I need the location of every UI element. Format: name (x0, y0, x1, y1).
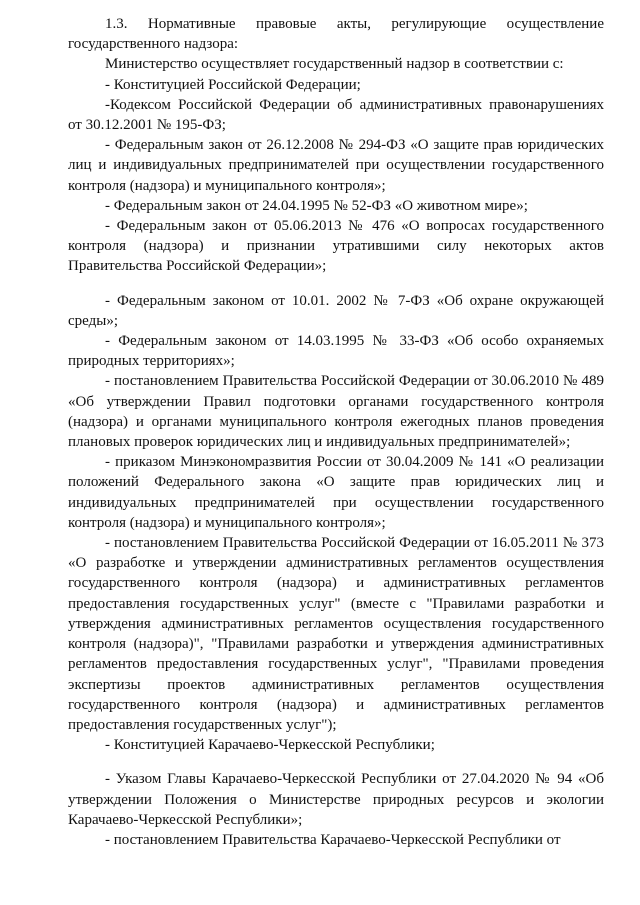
list-item: - Федеральным законом от 10.01. 2002 № 7-ФЗ «Об охране окружающей среды»; (68, 292, 604, 329)
list-item: - Указом Главы Карачаево-Черкесской Республики от 27.04.2020 № 94 «Об утверждении Положения о Министерстве природных ресурсов и экологии Карачаево-Черкесской Республики»; (68, 771, 604, 828)
list-item: -Кодексом Российской Федерации об административных правонарушениях от 30.12.2001 № 195-ФЗ; (68, 96, 604, 134)
list-item: - Федеральным закон от 05.06.2013 № 476 «О вопросах государственного контроля (надзора) и признании утратившими силу некоторых актов Правительства Российской Федерации»; (68, 218, 604, 275)
list-item: - Конституцией Российской Федерации; (105, 76, 361, 93)
list-item: - Федеральным закон от 26.12.2008 № 294-ФЗ «О защите прав юридических лиц и индивидуальных предпринимателей при осуществлении государственного контроля (надзора) и муниципального контроля»; (68, 137, 604, 194)
document-page (68, 14, 604, 850)
list-item: - постановлением Правительства Карачаево-Черкесской Республики от (105, 831, 561, 848)
intro-paragraph: Министерство осуществляет государственный надзор в соответствии с: (105, 56, 564, 73)
list-item: - приказом Минэкономразвития России от 30.04.2009 № 141 «О реализации положений Федерального закона «О защите прав юридических лиц и индивидуальных предпринимателей при осуществлении государственного контроля (надзора) и муниципального контроля»; (68, 454, 604, 531)
list-item: - Федеральным законом от 14.03.1995 № 33-ФЗ «Об особо охраняемых природных территориях»; (68, 333, 604, 370)
section-heading: 1.3. Нормативные правовые акты, регулирующие осуществление государственного надзора: (68, 16, 604, 53)
list-item: - постановлением Правительства Российской Федерации от 30.06.2010 № 489 «Об утверждении Правил подготовки органами государственного контроля (надзора) и органами муниципального контроля ежегодных планов проведения плановых проверок юридических лиц и индивидуальных предпринимателей»; (68, 373, 604, 451)
list-item: - постановлением Правительства Российской Федерации от 16.05.2011 № 373 «О разработке и утверждении административных регламентов осуществления государственного контроля (надзора) и административных регламентов предоставления государственных услуг" (вместе с "Правилами разработки и утверждения административных регламентов осуществления государственного контроля (надзора)", "Правилами разработки и утверждения административных регламентов предоставления государственных услуг", "Правилами проведения экспертизы проектов административных регламентов осуществления государственного контроля (надзора) и административных регламентов предоставления государственных услуг"); (68, 535, 604, 733)
list-item: - Федеральным закон от 24.04.1995 № 52-ФЗ «О животном мире»; (105, 197, 528, 214)
list-item: - Конституцией Карачаево-Черкесской Республики; (105, 737, 435, 754)
